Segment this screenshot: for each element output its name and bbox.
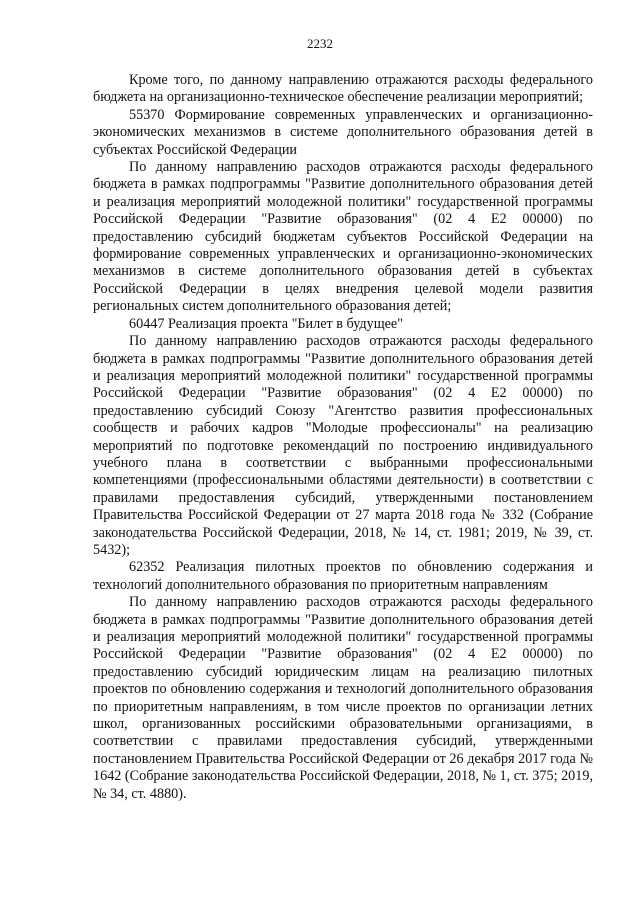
paragraph-code-55370: 55370 Формирование современных управленческих и организационно-экономических механизмов в системе дополнительного образования детей в субъектах Российской Федерации [93, 106, 593, 158]
paragraph-code-62352: 62352 Реализация пилотных проектов по обновлению содержания и технологий дополнительного образования по приоритетным направлениям [93, 559, 593, 593]
paragraph-62352-description: По данному направлению расходов отражаются расходы федерального бюджета в рамках подпрограммы "Развитие дополнительного образования детей и реализация мероприятий молодежной политики" государственной программы Российской Федерации "Развитие образования" (02 4 E2 00000) по предоставлению субсидий юридическим лицам на реализацию пилотных проектов по обновлению содержания и технологий дополнительного образования по приоритетным направлениям, в том числе проектов по организации летних школ, организованных российскими образовательными организациями, в соответствии с правилами предоставления субсидий, утвержденными постановлением Правительства Российской Федерации от 26 декабря 2017 года № 1642 (Собрание законодательства Российской Федерации, 2018, № 1, ст. 375; 2019, № 34, ст. 4880). [93, 594, 593, 802]
page-number: 2232 [307, 36, 333, 51]
document-body [93, 72, 593, 803]
paragraph-code-60447: 60447 Реализация проекта "Билет в будущее" [129, 315, 404, 332]
paragraph-55370-description: По данному направлению расходов отражаются расходы федерального бюджета в рамках подпрограммы "Развитие дополнительного образования детей и реализация мероприятий молодежной политики" государственной программы Российской Федерации "Развитие образования" (02 4 E2 00000) по предоставлению субсидий бюджетам субъектов Российской Федерации на формирование современных управленческих и организационно-экономических механизмов в системе дополнительного образования детей в субъектах Российской Федерации в целях внедрения целевой модели развития региональных систем дополнительного образования детей; [93, 159, 593, 315]
paragraph-60447-description: По данному направлению расходов отражаются расходы федерального бюджета в рамках подпрограммы "Развитие дополнительного образования детей и реализация мероприятий молодежной политики" государственной программы Российской Федерации "Развитие образования" (02 4 E2 00000) по предоставлению субсидий Союзу "Агентство развития профессиональных сообществ и рабочих кадров "Молодые профессионалы" на реализацию мероприятий по подготовке рекомендаций по построению индивидуального учебного плана в соответствии с выбранными профессиональными компетенциями (профессиональными областями деятельности) в соответствии с правилами предоставления субсидий, утвержденными постановлением Правительства Российской Федерации от 27 марта 2018 года № 332 (Собрание законодательства Российской Федерации, 2018, № 14, ст. 1981; 2019, № 39, ст. 5432); [93, 333, 593, 558]
paragraph-intro-text: Кроме того, по данному направлению отражаются расходы федерального бюджета на организационно-техническое обеспечение реализации мероприятий; [93, 72, 593, 106]
